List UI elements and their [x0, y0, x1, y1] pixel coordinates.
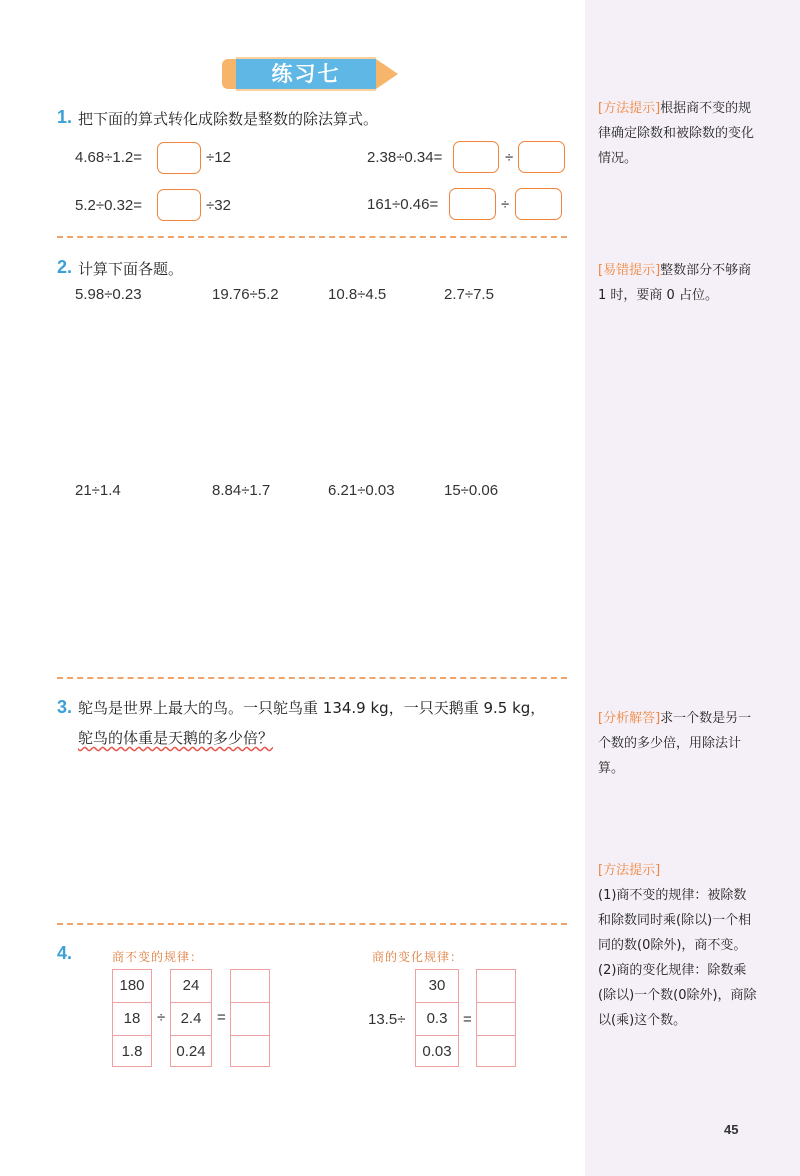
page-number: 45: [724, 1122, 739, 1137]
q4-right-divisor-column: [415, 969, 459, 1067]
q3-text-line2: 鸵鸟的体重是天鹅的多少倍？: [78, 729, 274, 747]
q1-expr-4-left: 161÷0.46=: [367, 196, 439, 213]
tip-text: (2)商的变化规律：除数乘(除以)一个数(0除外)，商除以(乘)这个数。: [598, 963, 757, 1028]
q2-problem: 21÷1.4: [75, 482, 121, 499]
q4-right-title: 商的变化规律：: [372, 950, 464, 964]
tip-tag: [方法提示]: [598, 101, 661, 116]
q4-number: 4.: [57, 943, 73, 963]
tip-method-2: [598, 858, 758, 1033]
q4-left-title: 商不变的规律：: [112, 950, 204, 964]
q1-number: 1.: [57, 107, 73, 127]
tip-tag: [分析解答]: [598, 711, 661, 726]
section-divider: [57, 236, 567, 238]
q1-expr-1-left: 4.68÷1.2=: [75, 149, 143, 166]
tip-method-1: [598, 96, 758, 171]
q4-right-prefix: 13.5÷: [368, 1011, 406, 1028]
q4-right-answer-column[interactable]: [476, 969, 516, 1067]
equals-sign: =: [463, 1011, 472, 1028]
q4-left-divisor-column: [170, 969, 212, 1067]
q2-problem: 15÷0.06: [444, 482, 499, 499]
tip-tag: [易错提示]: [598, 263, 661, 278]
q1-answer-box[interactable]: [453, 141, 499, 173]
pencil-end-icon: [222, 59, 236, 89]
q1-answer-box[interactable]: [515, 188, 562, 220]
tip-text: 根据商不变的规律确定除数和被除数的变化情况。: [598, 101, 755, 166]
answer-cell[interactable]: [477, 1003, 515, 1036]
q1-expr-4-div: ÷: [501, 196, 510, 213]
answer-cell[interactable]: [477, 1036, 515, 1068]
tip-text: 求一个数是另一个数的多少倍，用除法计算。: [598, 711, 752, 776]
table-cell: 2.4: [171, 1003, 211, 1036]
q3-number: 3.: [57, 697, 73, 717]
q1-expr-1-right: ÷12: [206, 149, 231, 166]
tip-analysis: [598, 706, 758, 781]
equals-sign: =: [217, 1009, 226, 1026]
tip-tag: [方法提示]: [598, 863, 661, 878]
q1-text: 把下面的算式转化成除数是整数的除法算式。: [78, 110, 379, 128]
table-cell: 180: [113, 970, 151, 1003]
tip-error: [598, 258, 758, 308]
q2-problem: 2.7÷7.5: [444, 286, 494, 303]
q1-answer-box[interactable]: [157, 189, 201, 221]
answer-cell[interactable]: [231, 970, 269, 1003]
exercise-title-banner: [222, 57, 400, 91]
table-cell: 30: [416, 970, 458, 1003]
exercise-title: 练习七: [271, 62, 341, 86]
q4-left-answer-column[interactable]: [230, 969, 270, 1067]
q1-expr-3-right: ÷32: [206, 197, 231, 214]
q2-problem: 8.84÷1.7: [212, 482, 271, 499]
q2-text: 计算下面各题。: [78, 260, 184, 278]
table-cell: 18: [113, 1003, 151, 1036]
q1-answer-box[interactable]: [518, 141, 565, 173]
q2-problem: 10.8÷4.5: [328, 286, 387, 303]
q1-expr-3-left: 5.2÷0.32=: [75, 197, 143, 214]
tip-text: (1)商不变的规律：被除数和除数同时乘(除以)一个相同的数(0除外)，商不变。: [598, 888, 752, 953]
q2-problem: 19.76÷5.2: [212, 286, 279, 303]
q2-problem: 5.98÷0.23: [75, 286, 142, 303]
table-cell: 24: [171, 970, 211, 1003]
division-sign: ÷: [157, 1009, 166, 1026]
q1-answer-box[interactable]: [449, 188, 496, 220]
table-cell: 1.8: [121, 1043, 143, 1060]
table-cell: 0.3: [416, 1003, 458, 1036]
section-divider: [57, 677, 567, 679]
section-divider: [57, 923, 567, 925]
q1-expr-2-div: ÷: [505, 149, 514, 166]
table-cell: 0.03: [422, 1043, 452, 1060]
pencil-tip-icon: [376, 59, 398, 89]
tip-text: 整数部分不够商 1 时，要商 0 占位。: [598, 263, 752, 303]
q1-expr-2-left: 2.38÷0.34=: [367, 149, 443, 166]
q2-number: 2.: [57, 257, 73, 277]
answer-cell[interactable]: [231, 1003, 269, 1036]
answer-cell[interactable]: [231, 1036, 269, 1068]
table-cell: 0.24: [176, 1043, 206, 1060]
answer-cell[interactable]: [477, 970, 515, 1003]
q1-answer-box[interactable]: [157, 142, 201, 174]
q2-problem: 6.21÷0.03: [328, 482, 395, 499]
q4-left-dividend-column: [112, 969, 152, 1067]
q3-text-line1: 鸵鸟是世界上最大的鸟。一只鸵鸟重 134.9 kg，一只天鹅重 9.5 kg，: [78, 699, 546, 717]
